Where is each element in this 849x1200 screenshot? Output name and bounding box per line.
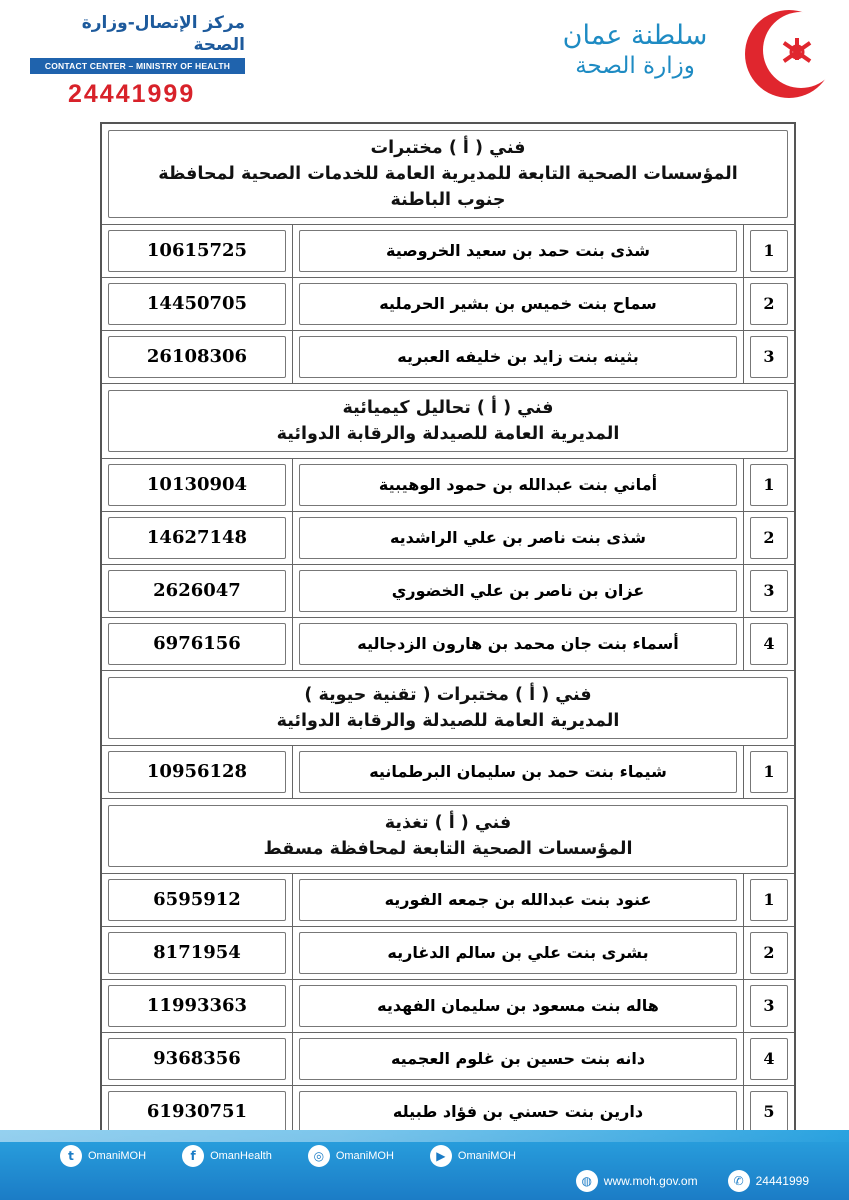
section-title-line: المديرية العامة للصيدلة والرقابة الدوائية bbox=[276, 424, 620, 444]
social-links bbox=[60, 1145, 516, 1167]
row-id-cell bbox=[102, 927, 292, 980]
row-id: 6976156 bbox=[108, 623, 286, 665]
section-header bbox=[102, 799, 794, 874]
footer-contact bbox=[576, 1170, 809, 1192]
row-name-cell bbox=[292, 331, 743, 384]
row-id: 14627148 bbox=[108, 517, 286, 559]
row-name-cell bbox=[292, 980, 743, 1033]
page-footer bbox=[0, 1130, 849, 1200]
row-id-cell bbox=[102, 331, 292, 384]
row-id: 9368356 bbox=[108, 1038, 286, 1080]
table-row bbox=[102, 746, 794, 799]
footer-website[interactable] bbox=[576, 1170, 698, 1192]
section-title-cell bbox=[102, 384, 794, 459]
row-id-cell bbox=[102, 874, 292, 927]
page-header bbox=[0, 0, 849, 110]
row-name-cell bbox=[292, 278, 743, 331]
row-number-cell bbox=[743, 278, 794, 331]
row-id-cell bbox=[102, 278, 292, 331]
row-id-cell bbox=[102, 459, 292, 512]
section-title-line: المؤسسات الصحية التابعة للمديرية العامة للخدمات الصحية لمحافظة bbox=[158, 164, 738, 184]
section-title-box bbox=[108, 130, 788, 218]
facebook-icon: f bbox=[182, 1145, 204, 1167]
row-name-cell bbox=[292, 459, 743, 512]
row-id-cell bbox=[102, 512, 292, 565]
row-name: شذى بنت ناصر بن علي الراشديه bbox=[299, 517, 737, 559]
row-id: 11993363 bbox=[108, 985, 286, 1027]
row-number-cell bbox=[743, 874, 794, 927]
row-number-cell bbox=[743, 512, 794, 565]
row-id-cell bbox=[102, 1033, 292, 1086]
table-row bbox=[102, 278, 794, 331]
footer-website-label: www.moh.gov.om bbox=[603, 1174, 698, 1188]
row-name-cell bbox=[292, 618, 743, 671]
row-id-cell bbox=[102, 618, 292, 671]
contact-center-phone: 24441999 bbox=[68, 80, 196, 108]
section-title-cell bbox=[102, 671, 794, 746]
row-number: 2 bbox=[750, 932, 788, 974]
row-number: 4 bbox=[750, 623, 788, 665]
social-label: OmaniMOH bbox=[88, 1150, 147, 1162]
contact-center-title-ar: مركز الإتصال-وزارة الصحة bbox=[81, 13, 245, 55]
row-id: 10956128 bbox=[108, 751, 286, 793]
row-number: 4 bbox=[750, 1038, 788, 1080]
section-title-box bbox=[108, 390, 788, 452]
social-label: OmaniMOH bbox=[335, 1150, 394, 1162]
row-number-cell bbox=[743, 459, 794, 512]
row-number-cell bbox=[743, 1033, 794, 1086]
row-name-cell bbox=[292, 746, 743, 799]
row-number-cell bbox=[743, 927, 794, 980]
row-id: 6595912 bbox=[108, 879, 286, 921]
row-id: 10615725 bbox=[108, 230, 286, 272]
row-id-cell bbox=[102, 225, 292, 278]
section-title-line: جنوب الباطنة bbox=[390, 190, 506, 210]
table-row bbox=[102, 1033, 794, 1086]
social-link[interactable] bbox=[430, 1145, 516, 1167]
contact-center-title-en: CONTACT CENTER – MINISTRY OF HEALTH bbox=[30, 58, 245, 74]
table-row bbox=[102, 225, 794, 278]
row-name: دارين بنت حسني بن فؤاد طبيله bbox=[299, 1091, 737, 1133]
contact-center-block bbox=[30, 12, 245, 109]
section-title-line: المؤسسات الصحية التابعة لمحافظة مسقط bbox=[263, 839, 633, 859]
row-name-cell bbox=[292, 927, 743, 980]
table-row bbox=[102, 980, 794, 1033]
table-row bbox=[102, 927, 794, 980]
row-name: بثينه بنت زايد بن خليفه العبريه bbox=[299, 336, 737, 378]
row-name-cell bbox=[292, 1033, 743, 1086]
row-number: 3 bbox=[750, 570, 788, 612]
logo-wordmark bbox=[535, 20, 735, 80]
row-name: أسماء بنت جان محمد بن هارون الزدجاليه bbox=[299, 623, 737, 665]
section-title-box bbox=[108, 677, 788, 739]
row-name: هاله بنت مسعود بن سليمان الفهديه bbox=[299, 985, 737, 1027]
section-header bbox=[102, 671, 794, 746]
row-id: 61930751 bbox=[108, 1091, 286, 1133]
youtube-icon: ▶ bbox=[430, 1145, 452, 1167]
row-name: سماح بنت خميس بن بشير الحرمليه bbox=[299, 283, 737, 325]
section-title-cell bbox=[102, 124, 794, 225]
row-id-cell bbox=[102, 565, 292, 618]
row-name: عزان بن ناصر بن علي الخضوري bbox=[299, 570, 737, 612]
row-id: 14450705 bbox=[108, 283, 286, 325]
row-id-cell bbox=[102, 746, 292, 799]
row-number: 5 bbox=[750, 1091, 788, 1133]
row-id: 10130904 bbox=[108, 464, 286, 506]
row-name: شيماء بنت حمد بن سليمان البرطمانيه bbox=[299, 751, 737, 793]
row-name: أماني بنت عبدالله بن حمود الوهيبية bbox=[299, 464, 737, 506]
social-link[interactable] bbox=[182, 1145, 272, 1167]
row-number: 2 bbox=[750, 517, 788, 559]
section-title-line: فني ( أ ) مختبرات bbox=[370, 138, 526, 158]
table-row bbox=[102, 512, 794, 565]
row-name: شذى بنت حمد بن سعيد الخروصية bbox=[299, 230, 737, 272]
row-name: عنود بنت عبدالله بن جمعه الفوريه bbox=[299, 879, 737, 921]
row-number-cell bbox=[743, 980, 794, 1033]
table-row bbox=[102, 331, 794, 384]
row-name-cell bbox=[292, 225, 743, 278]
row-id: 26108306 bbox=[108, 336, 286, 378]
section-title-cell bbox=[102, 799, 794, 874]
social-link[interactable] bbox=[308, 1145, 394, 1167]
row-number-cell bbox=[743, 746, 794, 799]
row-number: 1 bbox=[750, 230, 788, 272]
row-id: 8171954 bbox=[108, 932, 286, 974]
row-number: 2 bbox=[750, 283, 788, 325]
table-row bbox=[102, 874, 794, 927]
row-number: 1 bbox=[750, 751, 788, 793]
section-title-line: المديرية العامة للصيدلة والرقابة الدوائية bbox=[276, 711, 620, 731]
row-number: 1 bbox=[750, 464, 788, 506]
appointments-table bbox=[100, 122, 796, 1140]
ministry-logo bbox=[535, 6, 835, 106]
row-number: 1 bbox=[750, 879, 788, 921]
row-number-cell bbox=[743, 331, 794, 384]
footer-highlight bbox=[0, 1130, 849, 1142]
row-name: بشرى بنت علي بن سالم الدغاريه bbox=[299, 932, 737, 974]
row-number-cell bbox=[743, 225, 794, 278]
row-name: دانه بنت حسين بن غلوم العجميه bbox=[299, 1038, 737, 1080]
section-header bbox=[102, 124, 794, 225]
section-title-line: فني ( أ ) مختبرات ( تقنية حيوية ) bbox=[304, 685, 592, 705]
globe-icon: ◍ bbox=[576, 1170, 598, 1192]
footer-phone[interactable] bbox=[728, 1170, 809, 1192]
row-name-cell bbox=[292, 874, 743, 927]
section-header bbox=[102, 384, 794, 459]
row-id-cell bbox=[102, 980, 292, 1033]
row-number-cell bbox=[743, 618, 794, 671]
social-label: OmaniMOH bbox=[457, 1150, 516, 1162]
instagram-icon: ◎ bbox=[308, 1145, 330, 1167]
section-title-line: فني ( أ ) تحاليل كيميائية bbox=[342, 398, 554, 418]
social-label: OmanHealth bbox=[210, 1150, 272, 1162]
twitter-icon: t bbox=[60, 1145, 82, 1167]
footer-phone-label: 24441999 bbox=[755, 1174, 809, 1188]
logo-line-2: وزارة الصحة bbox=[575, 53, 695, 79]
crescent-emblem-icon bbox=[739, 6, 835, 102]
section-title-line: فني ( أ ) تغذية bbox=[384, 813, 512, 833]
row-name-cell bbox=[292, 512, 743, 565]
section-title-box bbox=[108, 805, 788, 867]
row-name-cell bbox=[292, 565, 743, 618]
table-row bbox=[102, 459, 794, 512]
table-row bbox=[102, 618, 794, 671]
row-number-cell bbox=[743, 565, 794, 618]
table-row bbox=[102, 565, 794, 618]
row-id: 2626047 bbox=[108, 570, 286, 612]
social-link[interactable] bbox=[60, 1145, 146, 1167]
phone-icon: ✆ bbox=[728, 1170, 750, 1192]
row-number: 3 bbox=[750, 985, 788, 1027]
logo-line-1: سلطنة عمان bbox=[562, 20, 708, 51]
row-number: 3 bbox=[750, 336, 788, 378]
